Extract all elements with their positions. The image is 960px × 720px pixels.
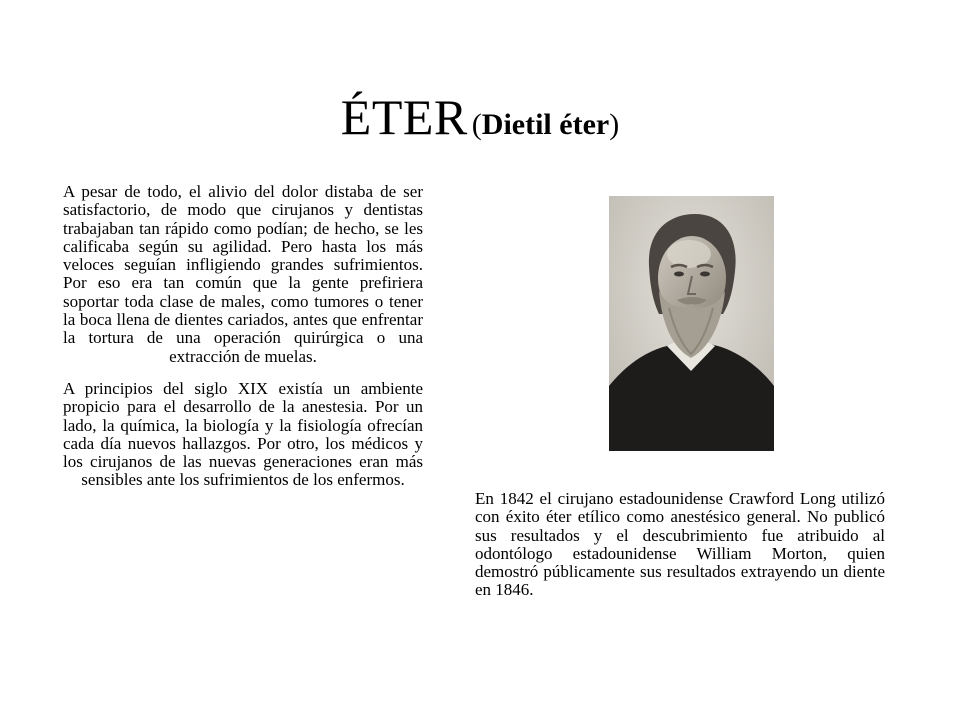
title-open-paren: ( bbox=[471, 108, 482, 141]
slide-title bbox=[0, 89, 960, 145]
title-subtitle: Dietil éter bbox=[481, 108, 610, 141]
left-text-column bbox=[63, 183, 423, 490]
title-main: ÉTER bbox=[340, 89, 468, 145]
portrait-photo bbox=[609, 196, 774, 451]
portrait-image bbox=[609, 196, 774, 451]
right-text-column bbox=[475, 490, 885, 600]
paragraph-19th-century: A principios del siglo XIX existía un ambiente propicio para el desarrollo de la anestesia. Por un lado, la química, la biología y la fisiología ofrecían cada día nuevos hallazgos. Por otro, los médicos y los cirujanos de las nuevas generaciones eran más sensibles ante los sufrimientos de los enfermos. bbox=[63, 378, 423, 490]
title-close-paren: ) bbox=[609, 108, 620, 141]
paragraph-crawford-long: En 1842 el cirujano estadounidense Crawford Long utilizó con éxito éter etílico como anestésico general. No publicó sus resultados y el descubrimiento fue atribuido al odontólogo estadounidense William Morton, quien demostró públicamente sus resultados extrayendo un diente en 1846. bbox=[475, 489, 885, 600]
paragraph-pain-relief: A pesar de todo, el alivio del dolor distaba de ser satisfactorio, de modo que cirujanos y dentistas trabajaban tan rápido como podían; de hecho, se les calificaba según su agilidad. Pero hasta los más veloces seguían infligiendo grandes sufrimientos. Por eso era tan común que la gente prefiriera soportar toda clase de males, como tumores o tener la boca llena de dientes cariados, antes que enfrentar la tortura de una operación quirúrgica o una extracción de muelas. bbox=[63, 182, 423, 366]
